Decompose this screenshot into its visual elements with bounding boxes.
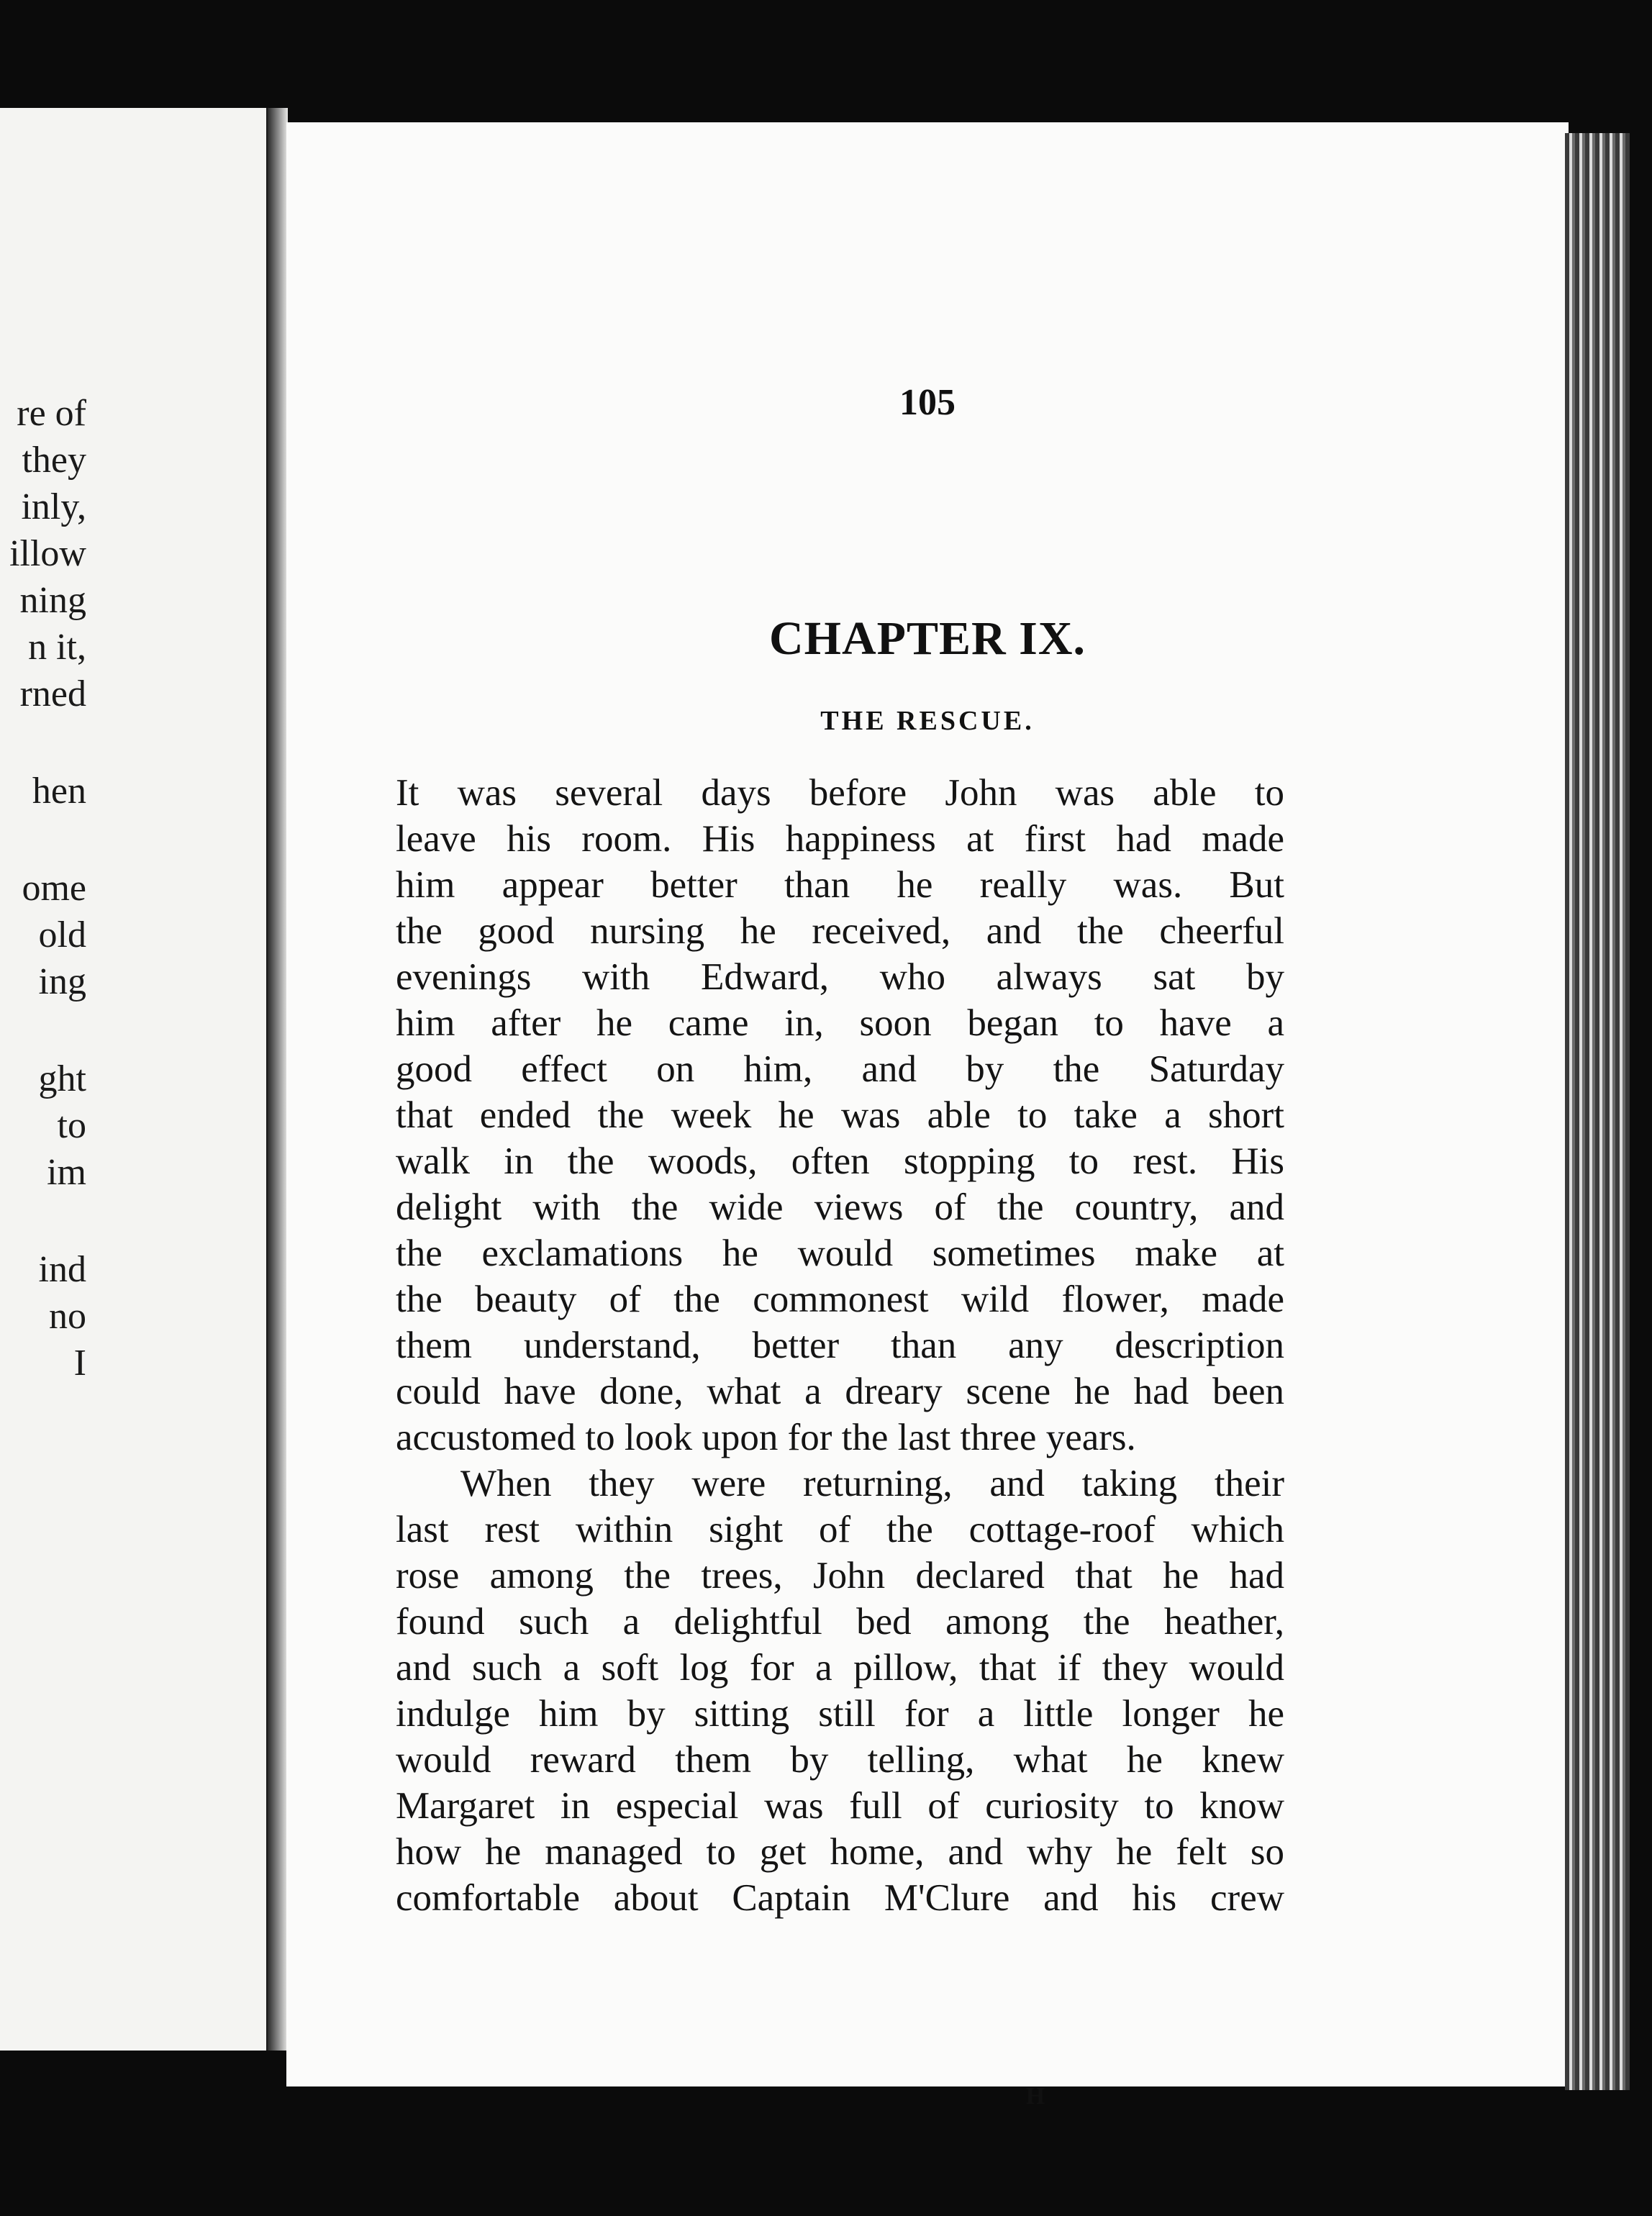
left-text-fragment: to [57,1105,86,1146]
text-line: Margaret in especial was full of curiosity to know [396,1785,1284,1827]
left-text-fragment: no [49,1296,86,1337]
text-line: comfortable about Captain M'Clure and his crew [396,1877,1284,1919]
text-line: could have done, what a dreary scene he had been [396,1371,1284,1412]
text-line: the exclamations he would sometimes make at [396,1232,1284,1274]
text-line: found such a delightful bed among the heather, [396,1601,1284,1643]
text-line: evenings with Edward, who always sat by [396,956,1284,998]
text-line: last rest within sight of the cottage-roof which [396,1509,1284,1550]
left-text-fragment: illow [9,533,86,574]
page-block-edge [1565,133,1630,2090]
left-text-fragment: inly, [21,486,86,527]
text-line: delight with the wide views of the country, and [396,1186,1284,1228]
previous-page-fragment [0,108,273,2051]
text-line: When they were returning, and taking their [460,1463,1284,1504]
text-line: accustomed to look upon for the last three years. [396,1417,1136,1458]
left-text-fragment: n it, [28,627,86,668]
text-line: and such a soft log for a pillow, that if they would [396,1647,1284,1689]
signature-mark: H [1025,2083,1045,2110]
left-text-fragment: ind [38,1249,86,1290]
left-text-fragment: they [22,440,86,481]
left-text-fragment: rned [19,673,86,714]
text-line: good effect on him, and by the Saturday [396,1048,1284,1090]
text-line: indulge him by sitting still for a little longer he [396,1693,1284,1735]
chapter-subtitle: THE RESCUE. [820,706,1035,736]
left-text-fragment: ning [19,580,86,621]
book-gutter [268,108,288,2051]
left-text-fragment: ght [38,1058,86,1099]
text-line: how he managed to get home, and why he felt so [396,1831,1284,1873]
text-line: rose among the trees, John declared that he had [396,1555,1284,1597]
left-text-fragment: re of [17,393,86,434]
text-line: him appear better than he really was. But [396,864,1284,906]
text-line: It was several days before John was able to [396,772,1284,814]
body-text [396,770,1284,1921]
text-line: the beauty of the commonest wild flower, made [396,1279,1284,1320]
book-page [286,122,1569,2110]
text-line: him after he came in, soon began to have a [396,1002,1284,1044]
text-line: would reward them by telling, what he knew [396,1739,1284,1781]
left-text-fragment: old [38,914,86,955]
text-line: the good nursing he received, and the cheerful [396,910,1284,952]
left-text-fragment: im [47,1152,86,1193]
left-text-fragment: I [73,1343,86,1384]
text-line: that ended the week he was able to take a short [396,1094,1284,1136]
chapter-title: CHAPTER IX. [768,612,1086,665]
text-line: leave his room. His happiness at first had made [396,818,1284,860]
text-line: walk in the woods, often stopping to rest. His [396,1140,1284,1182]
left-text-fragment: ing [38,961,86,1002]
left-text-fragment: ome [22,868,86,909]
left-text-fragment: hen [32,771,86,812]
text-line: them understand, better than any description [396,1325,1284,1366]
page-number: 105 [899,382,956,423]
